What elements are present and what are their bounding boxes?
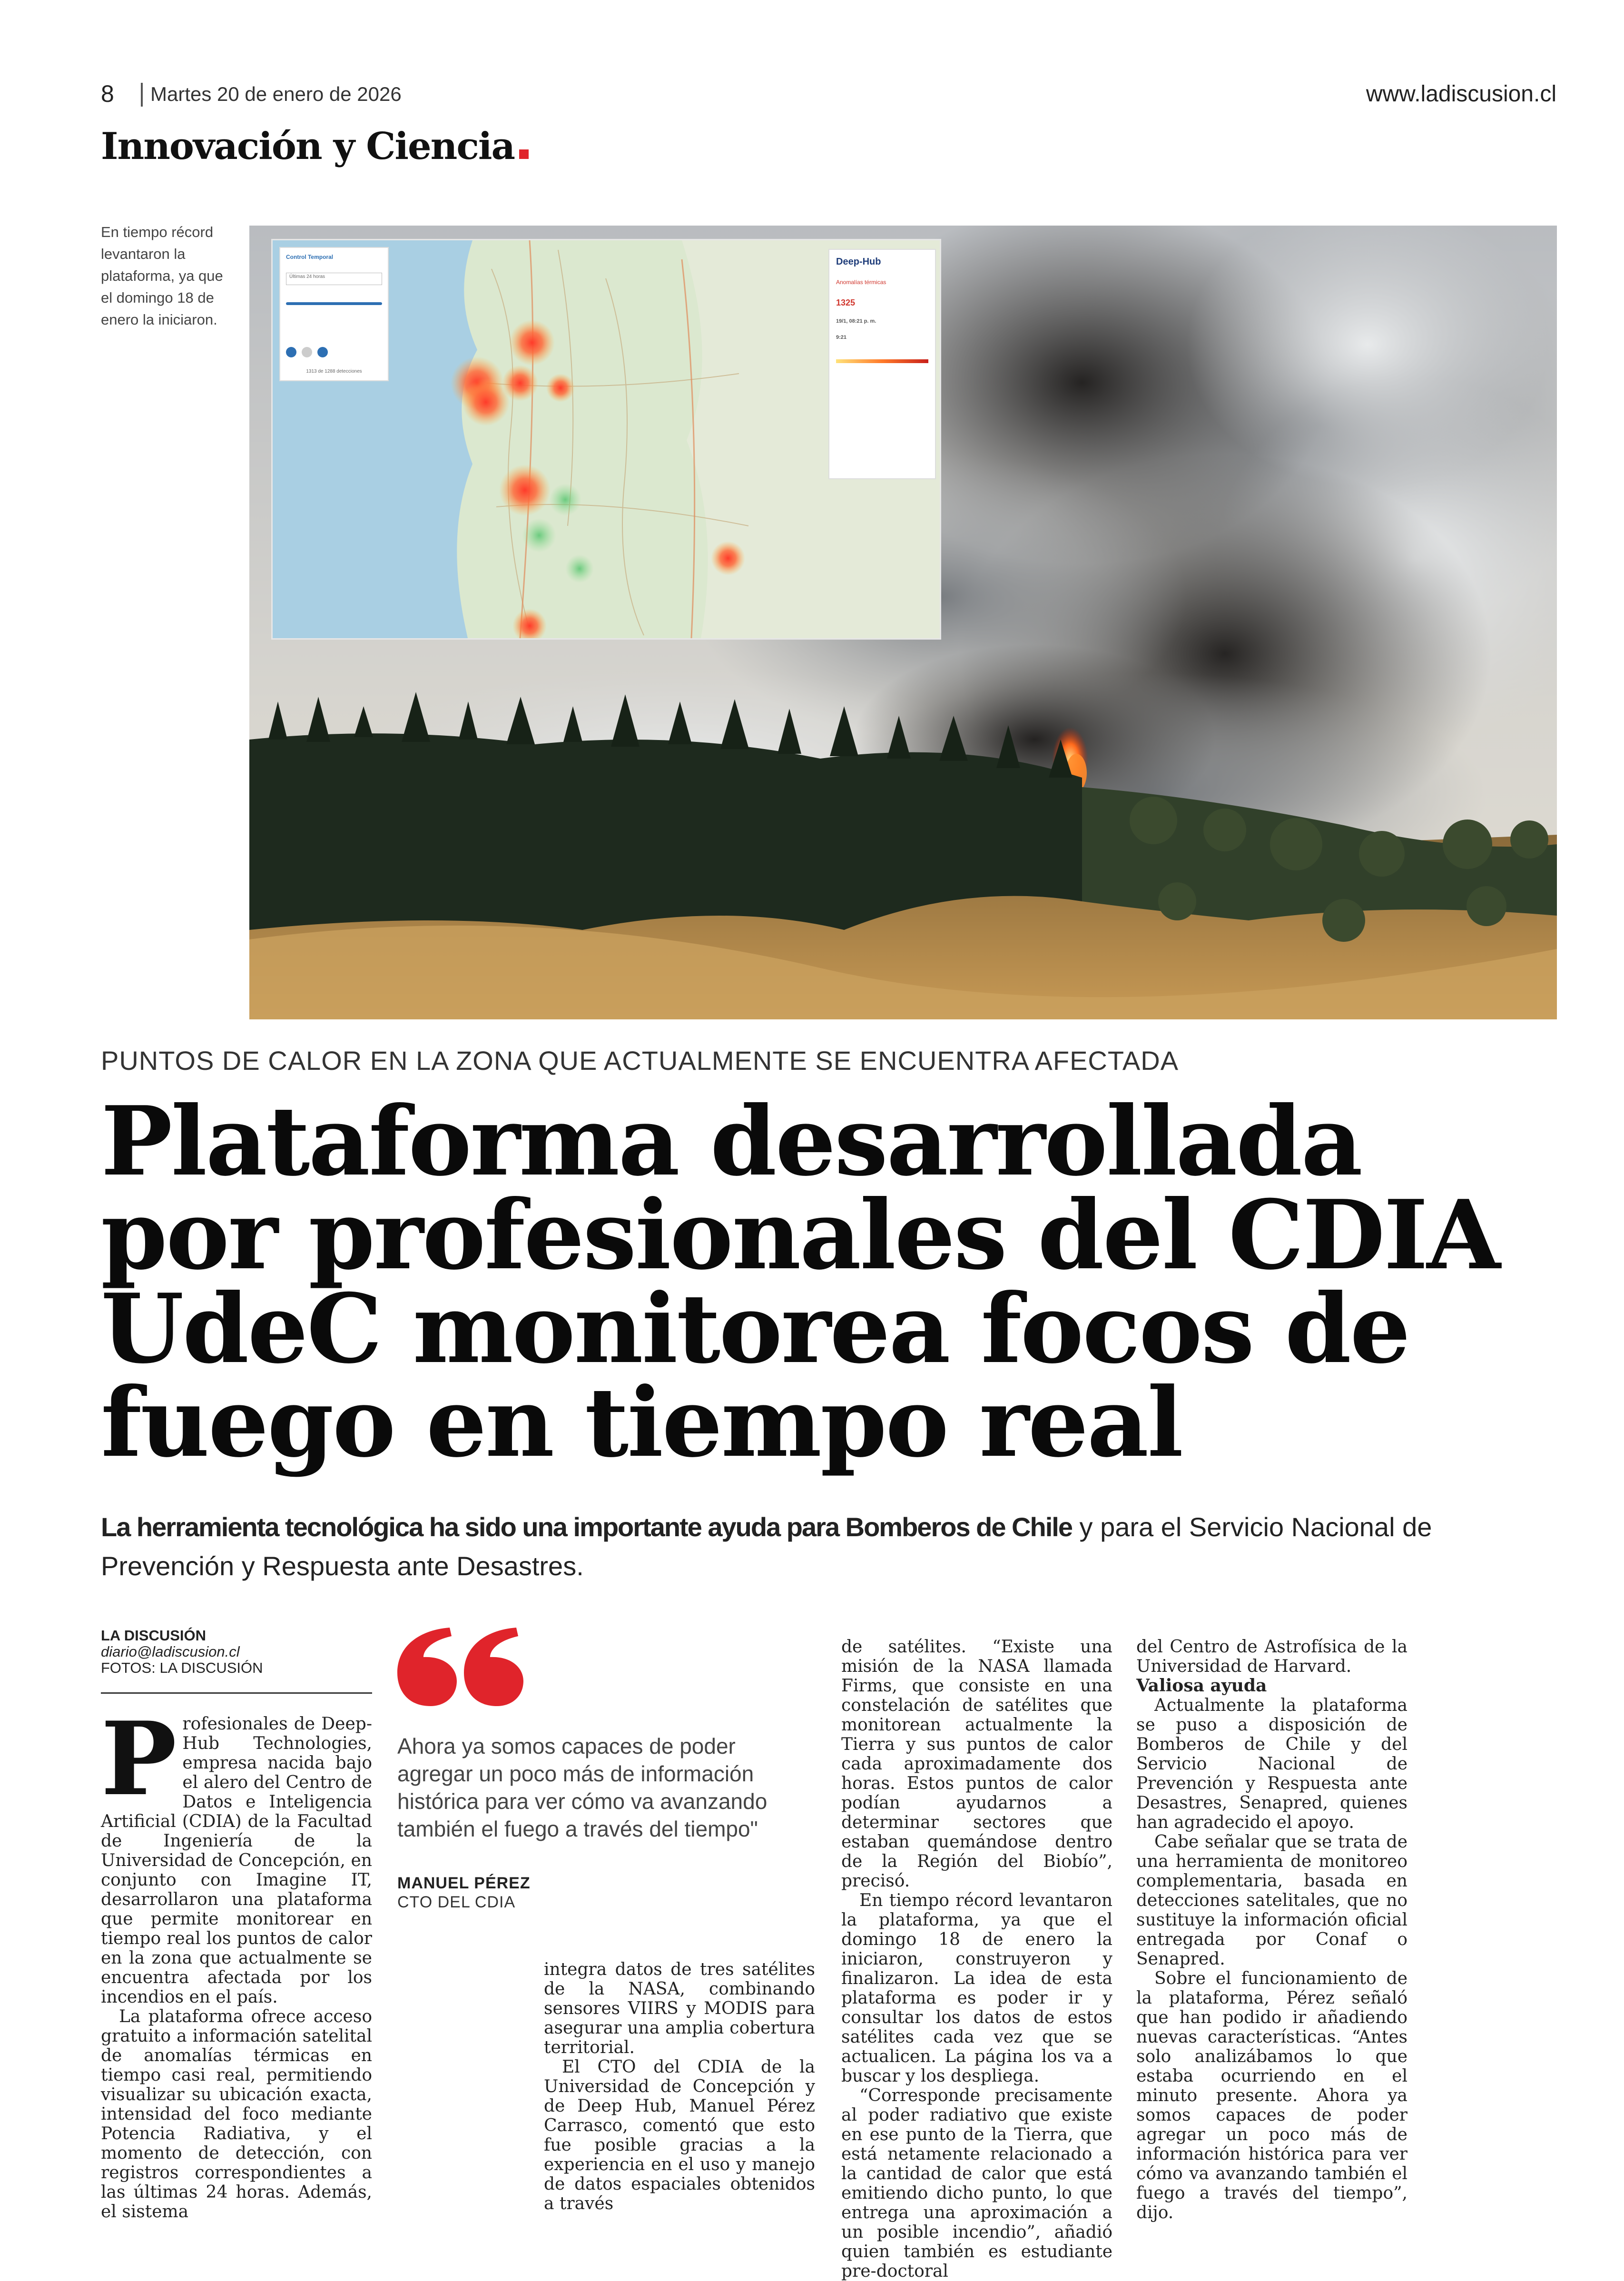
paragraph: Sobre el funcionamiento de la plataforma, Pérez señaló que han podido ir añadiendo nuevas características. “Antes solo analizábamos lo que estaba ocurriendo en el minuto presente. Ahora ya somos capaces de poder agregar un poco más de información histórica para ver cómo va avanzando también el fuego a través del tiempo”, dijo. xyxy=(1136,1969,1407,2222)
paragraph xyxy=(101,1699,372,2007)
drop-cap: P xyxy=(101,1699,177,1818)
header-divider xyxy=(141,83,143,107)
site-url[interactable]: www.ladiscusion.cl xyxy=(1366,81,1556,107)
playback-controls xyxy=(286,347,382,358)
pull-quote: Ahora ya somos capaces de poder agregar un poco más de información histórica para ver cómo va avanzando también el fuego a través del tiempo" xyxy=(397,1734,768,1841)
byline-email[interactable]: diario@ladiscusion.cl xyxy=(101,1643,240,1660)
section-dot xyxy=(519,149,529,159)
paragraph: de satélites. “Existe una misión de la NASA llamada Firms, que consiste en una constelación de satélites que monitorean actualmente la Tierra y sus puntos de calor cada aproximadamente dos horas. Estos puntos de calor podían ayudarnos a determinar sectores que estaban quemándose dentro de la Región del Biobío”, precisó. xyxy=(841,1637,1112,1891)
section-title xyxy=(101,125,529,168)
quote-role: CTO DEL CDIA xyxy=(397,1893,516,1911)
time-range-select[interactable]: Últimas 24 horas xyxy=(286,273,382,285)
detection-count: 1313 de 1288 detecciones xyxy=(306,369,362,374)
paragraph: El CTO del CDIA de la Universidad de Concepción y de Deep Hub, Manuel Pérez Carrasco, comentó que esto fue posible gracias a la experiencia en el uso y manejo de datos espaciales obtenidos a través xyxy=(544,2057,815,2213)
quote-marks-icon xyxy=(397,1628,526,1708)
byline-name: LA DISCUSIÓN xyxy=(101,1627,207,1644)
brand-logo: Deep-Hub xyxy=(836,257,881,267)
page-number: 8 xyxy=(101,80,114,107)
body-column-3 xyxy=(841,1637,1112,2281)
play-icon[interactable] xyxy=(286,347,296,357)
time-control-panel[interactable] xyxy=(279,247,389,381)
intensity-scale xyxy=(836,359,928,363)
body-column-1 xyxy=(101,1699,372,2222)
dek xyxy=(101,1508,1528,1586)
pause-icon[interactable] xyxy=(302,347,312,357)
paragraph: “Corresponde precisamente al poder radiativo que existe en ese punto de la Tierra, que está netamente relacionado a la cantidad de calor que está emitiendo dicho punto, lo que entrega una aproximación a un posible incendio”, añadió quien también es estudiante pre-doctoral xyxy=(841,2086,1112,2281)
legend-panel xyxy=(828,249,936,479)
byline-photos: FOTOS: LA DISCUSIÓN xyxy=(101,1659,263,1676)
paragraph-text: rofesionales de Deep-Hub Technologies, empresa nacida bajo el alero del Centro de Datos e Inteligencia Artificial (CDIA) de la Facultad de Ingeniería de la Universidad de Concepción, en conjunto con Imagine IT, desarrollaron una plataforma que permite monitorear en tiempo real los puntos de calor en la zona que actualmente se encuentra afectada por los incendios en el país. xyxy=(101,1714,372,2007)
byline xyxy=(101,1628,372,1676)
body-column-2 xyxy=(544,1960,815,2213)
paragraph: Actualmente la plataforma se puso a disposición de Bomberos de Chile y del Servicio Nacional de Prevención y Respuesta ante Desastres, Senapred, quienes han agradecido el apoyo. xyxy=(1136,1696,1407,1832)
body-column-4 xyxy=(1136,1637,1407,2222)
next-update: 9:21 xyxy=(836,335,847,340)
anomaly-count: 1325 xyxy=(836,298,856,307)
quote-author: MANUEL PÉREZ xyxy=(397,1874,531,1892)
legend-title: Anomalías térmicas xyxy=(836,279,886,286)
last-update: 19/1, 08:21 p. m. xyxy=(836,318,876,324)
subhead: Valiosa ayuda xyxy=(1136,1676,1267,1696)
byline-rule xyxy=(101,1692,372,1694)
panel-title: Control Temporal xyxy=(286,254,334,260)
platform-screenshot xyxy=(271,239,941,640)
issue-date: Martes 20 de enero de 2026 xyxy=(150,83,402,105)
dek-bold: La herramienta tecnológica ha sido una importante ayuda para Bomberos de Chile xyxy=(101,1512,1072,1542)
paragraph: La plataforma ofrece acceso gratuito a información satelital de anomalías térmicas en tiempo casi real, permitiendo visualizar su ubicación exacta, intensidad del foco mediante Potencia Radiativa, y el momento de detección, con registros correspondientes a las últimas 24 horas. Además, el sistema xyxy=(101,2007,372,2222)
paragraph: integra datos de tres satélites de la NASA, combinando sensores VIIRS y MODIS para asegurar una amplia cobertura territorial. xyxy=(544,1960,815,2057)
paragraph: En tiempo récord levantaron la plataforma, ya que el domingo 18 de enero la iniciaron, construyeron y finalizaron. La idea de esta plataforma es poder ir y consultar los datos de estos satélites cada vez que se actualicen. La página los va a buscar y los despliega. xyxy=(841,1891,1112,2086)
headline: Plataforma desarrollada por profesionales del CDIA UdeC monitorea focos de fuego en tiempo real xyxy=(101,1086,1499,1479)
kicker: PUNTOS DE CALOR EN LA ZONA QUE ACTUALMENTE SE ENCUENTRA AFECTADA xyxy=(101,1046,1179,1076)
reset-icon[interactable] xyxy=(317,347,328,357)
photo-caption: En tiempo récord levantaron la plataforma, ya que el domingo 18 de enero la iniciaron. xyxy=(101,224,223,328)
section-title-text: Innovación y Ciencia xyxy=(101,125,514,168)
dek-rest: y para el Servicio Nacional de Prevención y Respuesta ante Desastres. xyxy=(101,1512,1432,1581)
paragraph: del Centro de Astrofísica de la Universidad de Harvard. xyxy=(1136,1637,1407,1676)
paragraph: Cabe señalar que se trata de una herramienta de monitoreo complementaria, basada en detecciones satelitales, que no sustituye la información oficial entregada por Conaf o Senapred. xyxy=(1136,1832,1407,1969)
time-slider[interactable] xyxy=(286,302,382,305)
